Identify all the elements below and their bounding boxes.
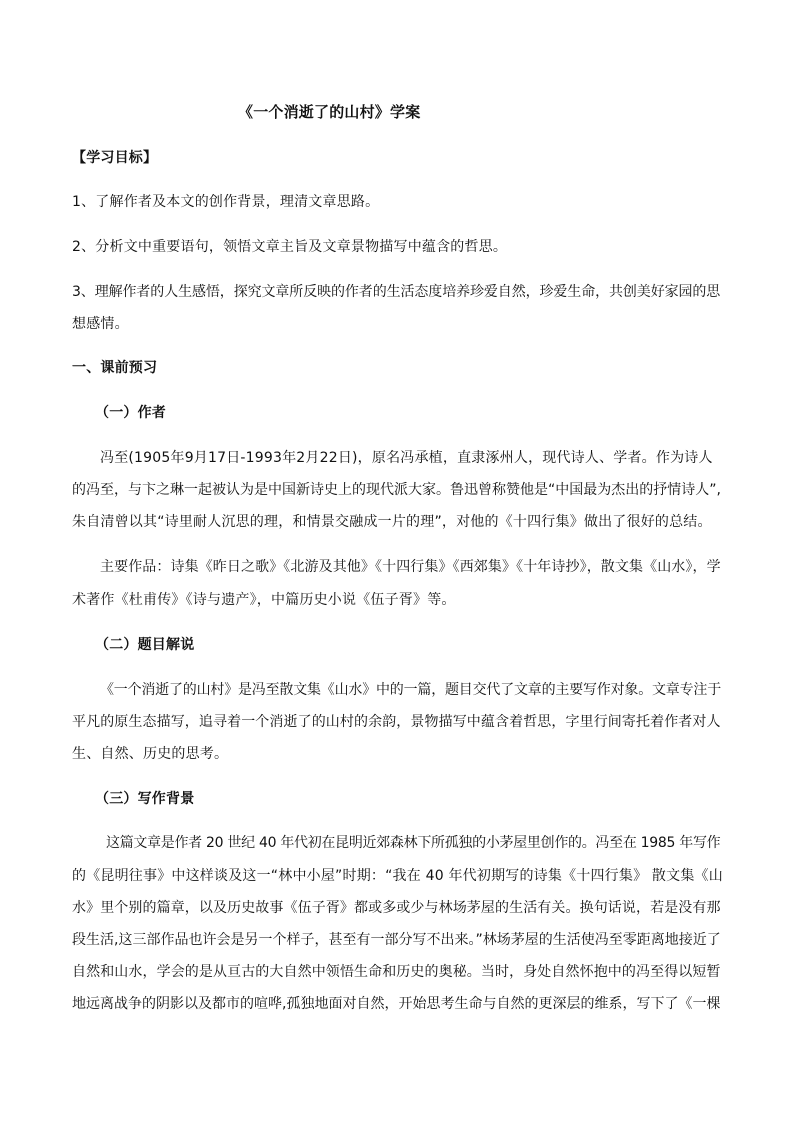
document-title: 《一个消逝了的山村》学案 (238, 103, 421, 121)
objective-item-3: 3、理解作者的人生感悟，探究文章所反映的作者的生活态度培养珍爱自然，珍爱生命，共创美好家园的思 (72, 284, 721, 300)
author-heading: （一）作者 (95, 405, 166, 421)
author-para1-line: 的冯至，与卞之琳一起被认为是中国新诗史上的现代派大家。鲁迅曾称赞他是“中国最为杰出的抒情诗人”, (72, 482, 721, 498)
explanation-para-line: 平凡的原生态描写，追寻着一个消逝了的山村的余韵，景物描写中蕴含着哲思，字里行间寄托着作者对人 (72, 714, 721, 730)
explanation-para-line: 生、自然、历史的思考。 (72, 746, 229, 762)
explanation-heading: （二）题目解说 (95, 637, 195, 653)
objective-item-2: 2、分析文中重要语句，领悟文章主旨及文章景物描写中蕴含的哲思。 (72, 239, 508, 255)
section1-heading: 一、课前预习 (72, 360, 158, 376)
background-heading: （三）写作背景 (95, 791, 195, 807)
background-para-line: 这篇文章是作者 20 世纪 40 年代初在昆明近郊森林下所孤独的小茅屋里创作的。冯至在 1985 年写作 (106, 835, 721, 851)
background-para-line: 水》里个别的篇章，以及历史故事《伍子胥》都或多或少与林场茅屋的生活有关。换句话说，若是没有那 (72, 900, 721, 916)
background-para-line: 段生活,这三部作品也许会是另一个样子，甚至有一部分写不出来。”林场茅屋的生活使冯至零距离地接近了 (72, 932, 721, 948)
background-para-line: 地远离战争的阴影以及都市的喧哗,孤独地面对自然，开始思考生命与自然的更深层的维系，写下了《一棵 (72, 996, 721, 1012)
author-para1-line: 朱自清曾以其“诗里耐人沉思的理，和情景交融成一片的理”，对他的《十四行集》做出了很好的总结。 (72, 514, 712, 530)
background-para-line: 的《昆明往事》中这样谈及这一“林中小屋”时期：“我在 40 年代初期写的诗集《十四行集》 散文集《山 (72, 868, 723, 884)
objectives-heading: 【学习目标】 (72, 150, 158, 166)
background-para-line: 自然和山水，学会的是从亘古的大自然中领悟生命和历史的奥秘。当时，身处自然怀抱中的冯至得以短暂 (72, 964, 721, 980)
explanation-para-line: 《一个消逝了的山村》是冯至散文集《山水》中的一篇，题目交代了文章的主要写作对象。文章专注于 (100, 682, 721, 698)
author-para1-line: 冯至(1905年9月17日-1993年2月22日)，原名冯承植，直隶涿州人，现代诗人、学者。作为诗人 (100, 450, 713, 466)
author-para2-line: 主要作品：诗集《昨日之歌》《北游及其他》《十四行集》《西郊集》《十年诗抄》，散文集《山水》，学 (100, 559, 721, 575)
objective-item-3-cont: 想感情。 (72, 316, 129, 332)
objective-item-1: 1、了解作者及本文的创作背景，理清文章思路。 (72, 194, 380, 210)
author-para2-line: 术著作《杜甫传》《诗与遗产》，中篇历史小说《伍子胥》等。 (72, 592, 456, 608)
